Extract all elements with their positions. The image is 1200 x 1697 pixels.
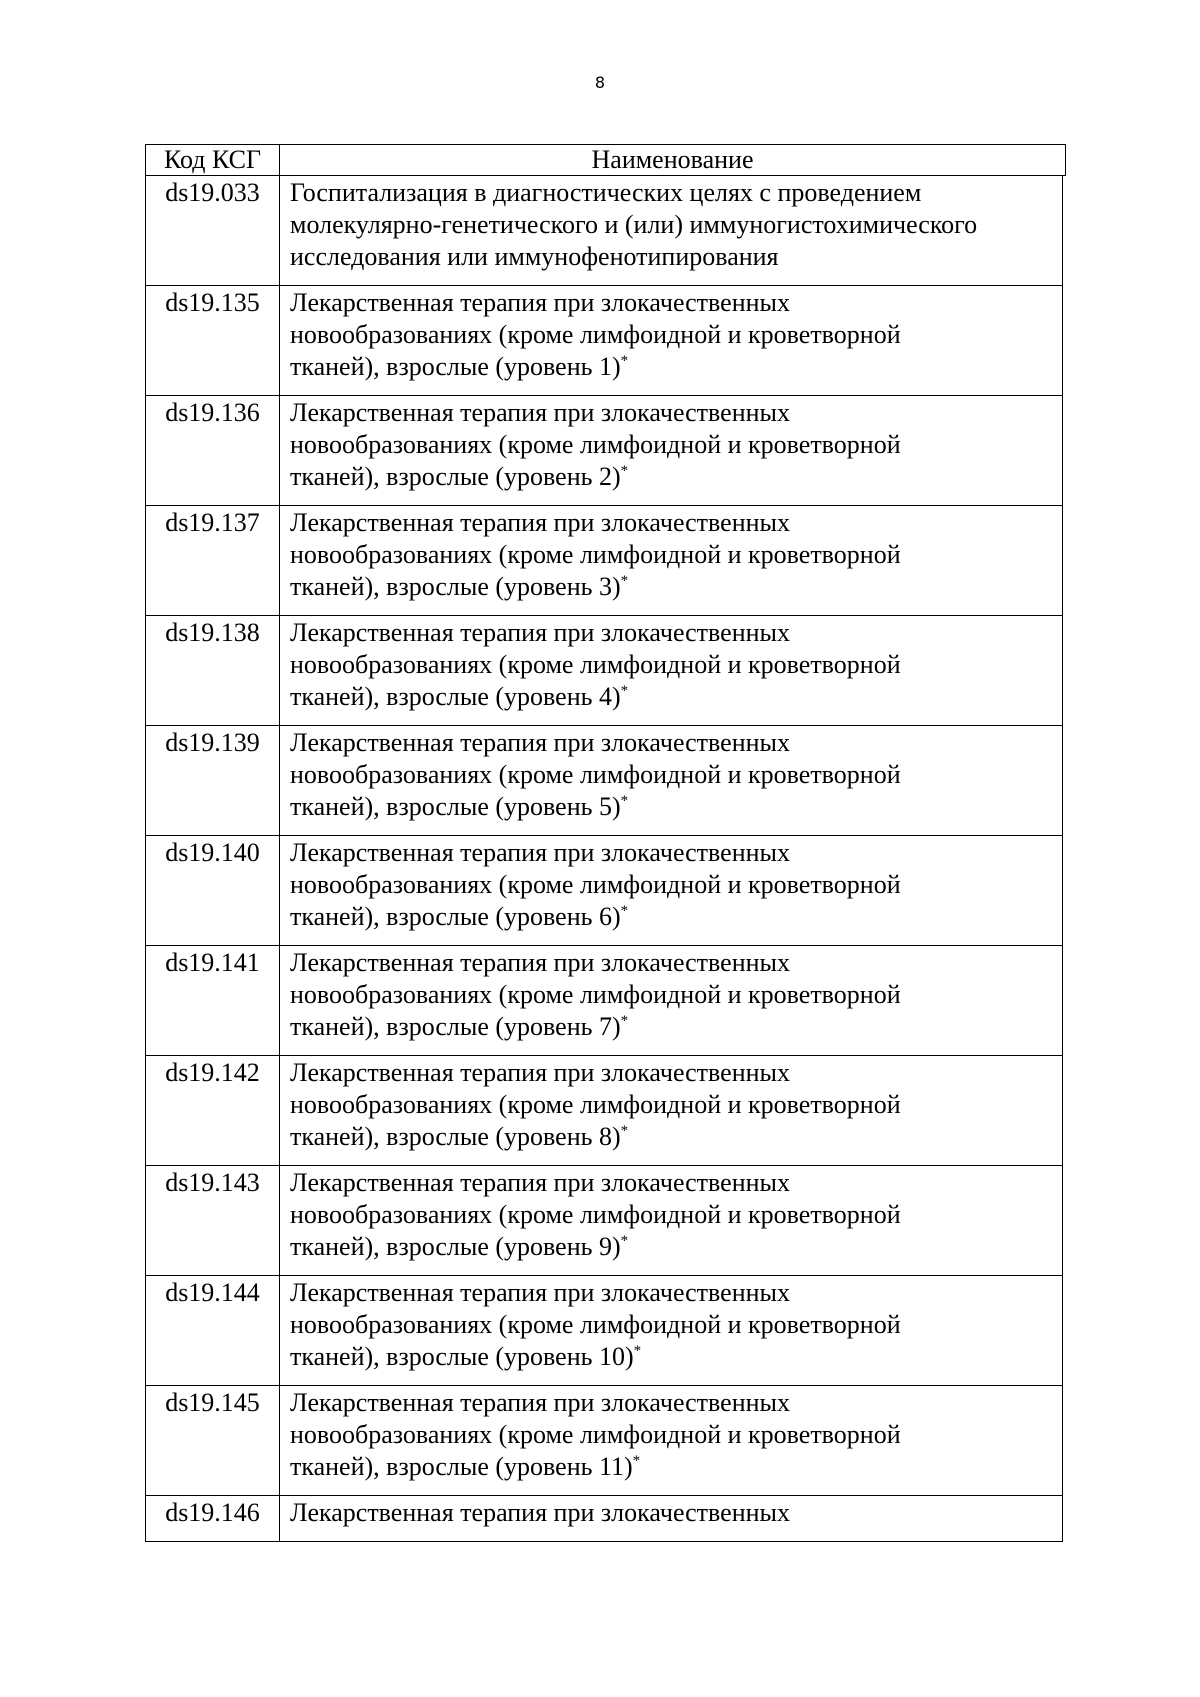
name-line-text: Лекарственная терапия при злокачественных [290, 1168, 790, 1197]
name-line [290, 1419, 1056, 1451]
name-line-text: тканей), взрослые (уровень 9) [290, 1232, 621, 1261]
row-name [280, 176, 1063, 286]
row-name [280, 506, 1063, 616]
name-line [290, 1451, 1056, 1483]
name-line [290, 1167, 1056, 1199]
name-line-text: Лекарственная терапия при злокачественных [290, 618, 790, 647]
row-code: ds19.136 [146, 396, 280, 506]
name-line-text: Лекарственная терапия при злокачественных [290, 508, 790, 537]
name-line [290, 727, 1056, 759]
name-line-text: тканей), взрослые (уровень 11) [290, 1452, 633, 1481]
row-code: ds19.137 [146, 506, 280, 616]
table-row [146, 1496, 1063, 1542]
name-line [290, 539, 1056, 571]
name-line [290, 869, 1056, 901]
row-code: ds19.138 [146, 616, 280, 726]
name-line-text: молекулярно-генетического и (или) иммуногистохимического [290, 210, 978, 239]
name-line [290, 681, 1056, 713]
footnote-mark: * [620, 353, 629, 369]
name-line-text: новообразованиях (кроме лимфоидной и кроветворной [290, 1090, 901, 1119]
name-line [290, 837, 1056, 869]
footnote-mark: * [620, 1013, 629, 1029]
row-name [280, 1056, 1063, 1166]
table-row [146, 1386, 1063, 1496]
name-line [290, 1231, 1056, 1263]
footnote-mark: * [620, 463, 629, 479]
name-line [290, 507, 1056, 539]
name-line [290, 1387, 1056, 1419]
header-name: Наименование [591, 145, 754, 174]
name-line-text: Лекарственная терапия при злокачественных [290, 1388, 790, 1417]
name-line [290, 1341, 1056, 1373]
table-row [146, 1276, 1063, 1386]
name-line-text: Лекарственная терапия при злокачественных [290, 838, 790, 867]
row-name [280, 396, 1063, 506]
page-number: 8 [594, 73, 606, 92]
name-line-text: Лекарственная терапия при злокачественных [290, 1278, 790, 1307]
table-row [146, 616, 1063, 726]
name-line-text: тканей), взрослые (уровень 2) [290, 462, 621, 491]
name-line-text: новообразованиях (кроме лимфоидной и кроветворной [290, 1310, 901, 1339]
name-line-text: тканей), взрослые (уровень 10) [290, 1342, 634, 1371]
name-line [290, 1057, 1056, 1089]
name-line-text: новообразованиях (кроме лимфоидной и кроветворной [290, 870, 901, 899]
table-header-row [145, 144, 1066, 176]
footnote-mark: * [620, 1233, 629, 1249]
name-line [290, 649, 1056, 681]
ksg-table [145, 175, 1063, 1542]
row-name [280, 286, 1063, 396]
row-name [280, 1276, 1063, 1386]
name-line [290, 617, 1056, 649]
table-row [146, 946, 1063, 1056]
row-code: ds19.142 [146, 1056, 280, 1166]
name-line-text: новообразованиях (кроме лимфоидной и кроветворной [290, 1420, 901, 1449]
name-line-text: новообразованиях (кроме лимфоидной и кроветворной [290, 430, 901, 459]
footnote-mark: * [620, 573, 629, 589]
table-row [146, 506, 1063, 616]
name-line-text: новообразованиях (кроме лимфоидной и кроветворной [290, 980, 901, 1009]
name-line [290, 901, 1056, 933]
name-line [290, 1121, 1056, 1153]
name-line [290, 397, 1056, 429]
name-line [290, 1497, 1056, 1529]
footnote-mark: * [620, 793, 629, 809]
name-line-text: тканей), взрослые (уровень 7) [290, 1012, 621, 1041]
table-row [146, 396, 1063, 506]
row-name [280, 836, 1063, 946]
row-code: ds19.145 [146, 1386, 280, 1496]
name-line [290, 1199, 1056, 1231]
name-line [290, 287, 1056, 319]
table-row [146, 286, 1063, 396]
name-line [290, 351, 1056, 383]
name-line-text: тканей), взрослые (уровень 3) [290, 572, 621, 601]
name-line [290, 571, 1056, 603]
name-line-text: Лекарственная терапия при злокачественных [290, 1498, 790, 1527]
name-line [290, 979, 1056, 1011]
name-line [290, 1309, 1056, 1341]
name-line-text: новообразованиях (кроме лимфоидной и кроветворной [290, 1200, 901, 1229]
name-line-text: тканей), взрослые (уровень 5) [290, 792, 621, 821]
table-row [146, 836, 1063, 946]
name-line-text: тканей), взрослые (уровень 1) [290, 352, 621, 381]
name-line [290, 177, 1056, 209]
name-line [290, 791, 1056, 823]
footnote-mark: * [620, 1123, 629, 1139]
row-name [280, 1496, 1063, 1542]
ksg-table-body [146, 176, 1063, 1542]
name-line-text: Лекарственная терапия при злокачественных [290, 948, 790, 977]
row-code: ds19.144 [146, 1276, 280, 1386]
name-line-text: новообразованиях (кроме лимфоидной и кроветворной [290, 650, 901, 679]
name-line-text: новообразованиях (кроме лимфоидной и кроветворной [290, 540, 901, 569]
name-line-text: Лекарственная терапия при злокачественных [290, 728, 790, 757]
row-code: ds19.141 [146, 946, 280, 1056]
row-name [280, 1386, 1063, 1496]
footnote-mark: * [620, 903, 629, 919]
name-line [290, 241, 1056, 273]
table-row [146, 1056, 1063, 1166]
row-name [280, 1166, 1063, 1276]
row-code: ds19.135 [146, 286, 280, 396]
table-row [146, 726, 1063, 836]
name-line [290, 429, 1056, 461]
name-line-text: тканей), взрослые (уровень 8) [290, 1122, 621, 1151]
table-row [146, 1166, 1063, 1276]
row-name [280, 616, 1063, 726]
name-line-text: новообразованиях (кроме лимфоидной и кроветворной [290, 320, 901, 349]
name-line-text: тканей), взрослые (уровень 4) [290, 682, 621, 711]
row-name [280, 946, 1063, 1056]
name-line-text: Лекарственная терапия при злокачественных [290, 288, 790, 317]
name-line-text: новообразованиях (кроме лимфоидной и кроветворной [290, 760, 901, 789]
row-code: ds19.143 [146, 1166, 280, 1276]
row-code: ds19.146 [146, 1496, 280, 1542]
name-line [290, 1089, 1056, 1121]
row-code: ds19.139 [146, 726, 280, 836]
name-line [290, 461, 1056, 493]
name-line-text: исследования или иммунофенотипирования [290, 242, 779, 271]
name-line-text: Госпитализация в диагностических целях с проведением [290, 178, 922, 207]
footnote-mark: * [633, 1343, 642, 1359]
name-line [290, 1277, 1056, 1309]
name-line [290, 209, 1056, 241]
name-line-text: Лекарственная терапия при злокачественных [290, 1058, 790, 1087]
name-line [290, 319, 1056, 351]
footnote-mark: * [620, 683, 629, 699]
row-name [280, 726, 1063, 836]
name-line-text: Лекарственная терапия при злокачественных [290, 398, 790, 427]
name-line [290, 759, 1056, 791]
name-line-text: тканей), взрослые (уровень 6) [290, 902, 621, 931]
footnote-mark: * [632, 1453, 641, 1469]
table-row [146, 176, 1063, 286]
name-line [290, 1011, 1056, 1043]
row-code: ds19.140 [146, 836, 280, 946]
name-line [290, 947, 1056, 979]
row-code: ds19.033 [146, 176, 280, 286]
header-code: Код КСГ [146, 145, 280, 175]
